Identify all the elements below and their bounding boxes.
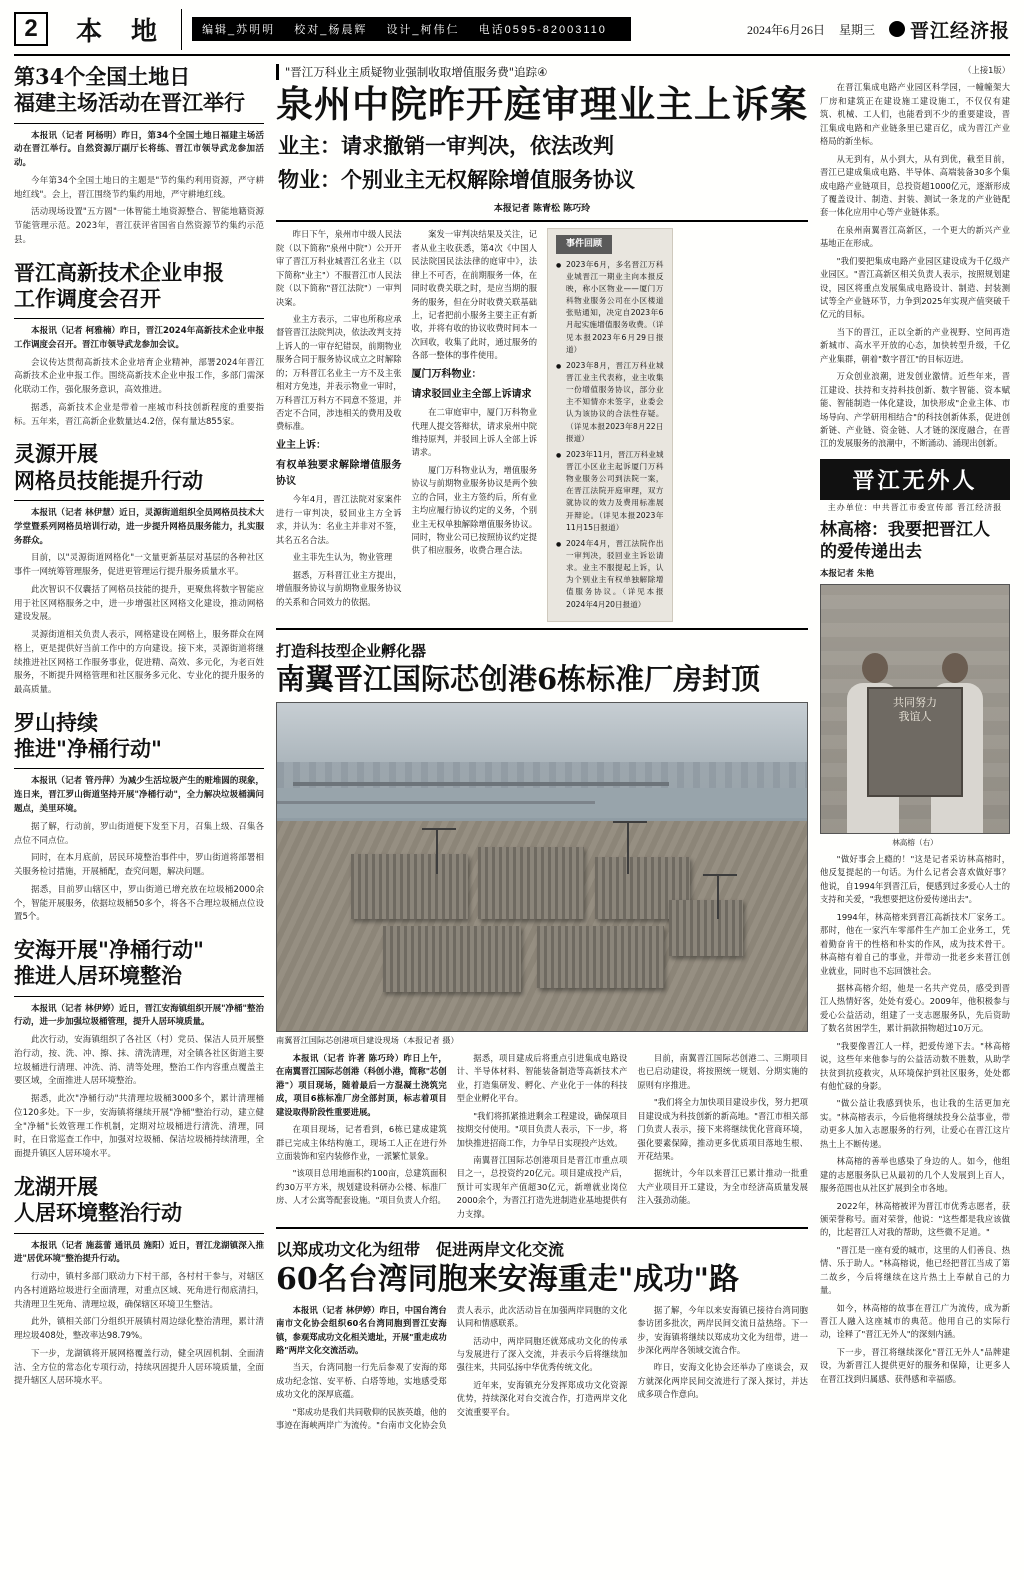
story2-byline: 本报讯（记者 许著 陈巧玲）昨日上午，在南翼晋江国际芯创港（科创小港，简称"芯创港"）项目现场，随着最后一方混凝土浇筑完成，项目6栋标准厂房全部封顶，标志着项目建设取得阶段性重要进展。 <box>276 1052 447 1117</box>
story-paragraph: 在二审庭审中，厦门万科物业代理人提交答辩状，请求泉州中院维持原判，并驳回上诉人全部上诉请求。 <box>411 407 537 458</box>
story-paragraph: 厦门万科物业认为，增值服务协议与前期物业服务协议是两个独立的合同，业主方签约后，所有业主均应履行协议约定的义务，个别业主无权单独解除增值服务协议。同时，物业公司已按照协议约定提供了相应服务，收费合理合法。 <box>411 464 537 556</box>
story-paragraph: 据林高榕介绍，他是一名共产党员，感受到晋江人热情好客，处处有爱心。2009年，他积极参与爱心公益活动，组建了一支志愿服务队，先后资助了数名贫困学生，累计捐款捐物超过10万元。 <box>820 982 1010 1034</box>
article-byline: 本报讯（记者 林伊婷）近日，晋江安海镇组织开展"净桶"整治行动，进一步加强垃圾桶管理，提升人居环境质量。 <box>14 1003 264 1028</box>
recap-title: 事件回顾 <box>556 235 612 253</box>
masthead-right <box>747 16 1010 43</box>
photo-building <box>537 926 664 988</box>
right-column <box>820 64 1010 1544</box>
left-column <box>14 64 264 1544</box>
story-paragraph: "我们将全力加快项目建设步伐，努力把项目建设成为科技创新的新高地。"晋江市相关部门负责人表示，接下来将继续优化营商环境，强化要素保障，推动更多优质项目落地生根、开花结果。 <box>637 1097 808 1162</box>
subhead-owner-appeal: 业主上诉： <box>276 439 326 451</box>
feature-byline: 本报记者 朱艳 <box>820 569 874 579</box>
main-story-body <box>276 228 808 621</box>
publication-weekday: 星期三 <box>838 22 875 37</box>
article-headline: 第34个全国土地日 福建主场活动在晋江举行 <box>14 64 264 124</box>
article-land-day <box>14 64 264 248</box>
story-kicker: "晋江万科业主质疑物业强制收取增值服务费"追踪④ <box>276 64 808 80</box>
article-headline: 罗山持续 推进"净桶行动" <box>14 710 264 770</box>
subhead-vanke: 厦门万科物业： <box>411 368 482 380</box>
article-byline: 本报讯（记者 施蕊蕾 通讯员 施阳）近日，晋江龙湖镇深入推进"居优环境"整治提升行动。 <box>14 1240 264 1265</box>
credit-editor: 编辑_苏明明 <box>202 24 276 36</box>
article-body <box>14 775 264 925</box>
story-paragraph: "做公益让我感到快乐，也让我的生活更加充实。"林高榕表示，今后他将继续投身公益事业，带动更多人加入志愿服务的行列，让爱心在晋江这片热土上不断传递。 <box>820 1098 1010 1149</box>
article-luoshan <box>14 710 264 925</box>
photo-crane <box>627 821 629 873</box>
story-paragraph: 下一步，晋江将继续深化"晋江无外人"品牌建设，为新晋江人提供更好的服务和保障，让更多人在晋江找到归属感、获得感和幸福感。 <box>820 1346 1010 1384</box>
story-paragraph: "郑成功是我们共同敬仰的民族英雄，他的事迹在海峡两岸广为流传。"台南市文化协会负责人表示，此次活动旨在加强两岸同胞的文化认同和情感联系。 <box>276 1304 628 1431</box>
page-body <box>14 64 1010 1544</box>
publication-date: 2024年6月26日 <box>746 22 825 37</box>
article-paragraph: 下一步，龙湖镇将开展网格覆盖行动，健全巩固机制、全面清洁、全方位的常态化专项行动，持续巩固提升人居环境质量，全面提升辖区人居环境水平。 <box>14 1348 264 1387</box>
article-headline: 龙湖开展 人居环境整治行动 <box>14 1174 264 1234</box>
story2-headline: 南翼晋江国际芯创港6栋标准厂房封顶 <box>276 661 761 696</box>
story-taiwan-exchange <box>276 1237 808 1432</box>
story-paragraph: 今年4月，晋江法院对家案件进行一审判决，驳回业主方全诉求，并认为：名业主并非对不签，其名五名合法。 <box>276 494 402 545</box>
feature-photo <box>820 584 1010 834</box>
story3-byline: 本报讯（记者 林伊婷）昨日，中国台湾台南市文化协会组织60名台湾同胞到晋江安海镇，参观郑成功文化相关遗址，开展"重走成功路"两岸文化交流活动。 <box>276 1304 447 1356</box>
photo-award-banner: 共同努力 我谊人 <box>867 687 963 797</box>
brand-badge-jinjiang-no-outsiders: 晋江无外人 <box>820 459 1010 500</box>
article-body <box>14 1003 264 1162</box>
article-paragraph: 据悉，高新技术企业是带着一座城市科技创新程度的重要指标。五年来，晋江高新企业数量达4.2倍，保有量达855家。 <box>14 402 264 427</box>
article-body <box>14 130 264 248</box>
recap-item: ● 2024年4月，晋江法院作出一审判决，驳回业主诉讼请求。业主不服提起上诉，认为个别业主有权单独解除增值服务协议。（详见本报2024年4月20日报道） <box>556 538 664 611</box>
subhead-owner-appeal-detail: 有权单独要求解除增值服务协议 <box>276 460 402 488</box>
article-paragraph: 目前，以"灵源街道网格化"一文量更新基层对基层的各种社区事件一网统筹管理服务，促进更管理运行提升服务质量水平。 <box>14 553 264 578</box>
credit-proofreader: 校对_杨晨辉 <box>294 24 368 36</box>
story-paragraph: "该项目总用地面积约100亩，总建筑面积约30万平方米，规划建设科研办公楼、标准厂房、人才公寓等配套设施。"项目负责人介绍。 <box>276 1168 447 1206</box>
paper-logo <box>889 16 1010 43</box>
story-paragraph: 在项目现场，记者看到，6栋已建成建筑群已完成主体结构施工，现场工人正在进行外立面装饰和室内装修作业，一派繁忙景象。 <box>276 1124 447 1162</box>
photo-caption: 南翼晋江国际芯创港项目建设现场（本报记者 摄） <box>276 1034 459 1045</box>
newspaper-page <box>0 8 1024 1580</box>
continuation-article <box>820 64 1010 451</box>
story-paragraph: 南翼晋江国际芯创港项目是晋江市重点项目之一，总投资约20亿元。项目建成投产后，预计可实现年产值超30亿元，新增就业岗位2000余个，为晋江打造先进制造业基地提供有力支撑。 <box>456 1155 628 1219</box>
story-chip-park <box>276 640 808 1222</box>
story-paragraph: 从无到有，从小到大，从有到优，截至目前，晋江已建成集成电路、半导体、高端装备30多个集成电路产业链项目，总投资超1000亿元，逐渐形成了覆盖设计、制造、封装、测试一条龙的产业链配套一体化应用中心等产业链体系。 <box>820 153 1010 218</box>
continuation-label: （上接1版） <box>963 65 1010 75</box>
photo-building <box>383 926 521 992</box>
story-paragraph: 据悉，项目建成后将重点引进集成电路设计、半导体材料、智能装备制造等高新技术产业，打造集研发、孵化、产业化于一体的科技型企业孵化平台。 <box>456 1052 628 1104</box>
article-paragraph: 活动现场设置"五方圆"一体智能土地资源整合、智能地籍资源节能管理示范。2023年，晋江获评省国省自然资源节约集约示范县。 <box>14 207 264 245</box>
story-paragraph: 据悉，万科晋江业主方提出，增值服务协议与前期物业服务协议的关系和合同效力的依据。 <box>276 569 402 607</box>
photo-building <box>478 847 584 919</box>
article-byline: 本报讯（记者 阿杨明）昨日，第34个全国土地日福建主场活动在晋江举行。自然资源厅副厅长将练、晋江市领导武龙参加活动。 <box>14 130 264 169</box>
photo-crane <box>717 874 719 920</box>
story-paragraph: 据统计，今年以来晋江已累计推动一批重大产业项目开工建设，为全市经济高质量发展注入强劲动能。 <box>637 1168 808 1206</box>
story3-kicker: 以郑成功文化为纽带 促进两岸文化交流 <box>276 1240 565 1260</box>
story2-body <box>276 1052 808 1221</box>
article-byline: 本报讯（记者 管丹萍）为减少生活垃圾产生的赃堆圆的现象，连日来，晋江罗山街道坚持开展"净桶行动"，全力解决垃圾桶满问题点，美里环境。 <box>14 776 264 814</box>
story-paragraph: 在泉州南翼晋江高新区，一个更大的新兴产业基地正在形成。 <box>820 224 1010 249</box>
article-byline: 本报讯（记者 林伊慧）近日，灵源街道组织全员网格员技术大学堂暨系列网格员培训行动，进一步提升网格员服务能力，扎实服务群众。 <box>14 507 264 546</box>
article-paragraph: 今年第34个全国土地日的主题是"节约集约利用资源，严守耕地红线"。会上，晋江围绕节约集约用地，严守耕地红线。 <box>14 175 264 200</box>
feature-headline: 林高榕：我要把晋江人 的爱传递出去 <box>820 519 990 562</box>
article-longhu <box>14 1174 264 1389</box>
recap-list <box>556 259 664 611</box>
photo-bridge <box>293 782 669 786</box>
story3-headline: 60名台湾同胞来安海重走"成功"路 <box>276 1262 740 1298</box>
article-headline: 灵源开展 网格员技能提升行动 <box>14 441 264 501</box>
divider <box>276 628 808 630</box>
story-paragraph: 万众创业浪潮，迸发创业激情。近些年来，晋江建设、扶持和支持科技创新、数字智能、资本赋能、智能制造一体化建设，加快形成"企业主体、市场导向、产学研用相结合"的科技创新体系，促进创新链、产业链、资金链、人才链的深度融合，在晋江的发展服务的浪潮中，不断涌动、涌现出创新。 <box>820 371 1010 449</box>
story-paragraph: "我要像晋江人一样，把爱传递下去。"林高榕说，这些年来他参与的公益活动数不胜数，从助学扶贫到抗疫救灾，从环境保护到社区服务，处处都有他忙碌的身影。 <box>820 1040 1010 1091</box>
article-headline: 安海开展"净桶行动" 推进人居环境整治 <box>14 937 264 997</box>
article-body <box>14 1240 264 1390</box>
page-number: 2 <box>14 12 48 46</box>
article-body <box>14 507 264 698</box>
photo-skyline <box>277 762 807 792</box>
article-hightech <box>14 260 264 430</box>
story-paragraph: 当天，台湾同胞一行先后参观了安海的郑成功纪念馆、安平桥、白塔等地，实地感受郑成功文化的深厚底蕴。 <box>276 1362 447 1400</box>
story-paragraph: 活动中，两岸同胞还就郑成功文化的传承与发展进行了深入交流，并表示今后将继续加强往来，共同弘扬中华优秀传统文化。 <box>456 1335 628 1373</box>
masthead <box>14 8 1010 56</box>
story-paragraph: 业主方表示，二审也所称应承督管晋江法院判决，依法改判支持上诉人的一审存纪错误，前期物业服务合同于服务协议成立之时解除的；万科晋江名业主一方不及主张相对方免违，并表示物业一审时，万科晋江万科方不同意不签退，并否定不合同，涉违相关的费用及收费标准。 <box>276 313 402 432</box>
article-paragraph: 据悉，目前罗山辖区中，罗山街道已增充放在垃圾桶2000余个，智能开展服务，依据垃圾桶50多个，将各不合理垃圾桶点位设置5个。 <box>14 884 264 923</box>
credits-bar <box>192 17 631 41</box>
story-paragraph: 目前，南翼晋江国际芯创港二、三期项目也已启动建设，将按照统一规划、分期实施的原则有序推进。 <box>637 1052 808 1090</box>
feature-body <box>820 853 1010 1386</box>
story-paragraph: "做好事会上瘾的！"这是记者采访林高榕时，他反复提起的一句话。为什么记者会喜欢做好事？他说，自1994年到晋江后，便感到过多爱心人士的支持和关爱，"我想要把这份爱传递出去"。 <box>820 854 1010 905</box>
article-lingyuan <box>14 441 264 697</box>
credit-designer: 设计_柯伟仁 <box>386 24 460 36</box>
main-headline: 泉州中院昨开庭审理业主上诉案 <box>276 82 808 126</box>
recap-item: ● 2023年11月，晋江万科业城晋江小区业主起诉厦门万科物业服务公司到法院一案，在晋江法院开庭审理，双方就协议的效力及费用标准展开辩论。（详见本报2023年11月15日报道） <box>556 449 664 534</box>
article-paragraph: 行动中，镇村多部门联动力下村干部，各村村干参与，对辖区内各村道路垃圾进行全面清理，对重点区域、死角进行彻底清扫，共清理卫生死角、清理垃圾，确保辖区环境卫生整洁。 <box>14 1272 264 1310</box>
article-paragraph: 据悉，此次"净桶行动"共清理垃圾桶3000多个，累计清理桶位120多处。下一步，安海镇将继续开展"净桶"整治行动，建立健全"净桶"长效管理工作机制，定期对垃圾桶进行清洗、清理，同时，在日常巡查工作中，加强对垃圾桶、保洁垃圾桶持续清理，全面提升镇区人居环境水平。 <box>14 1094 264 1160</box>
article-body <box>14 325 264 429</box>
story-paragraph: 2022年，林高榕被评为晋江市优秀志愿者，获颁荣誉称号。面对荣誉，他说："这些都是我应该做的，比起晋江人对我的帮助，这些微不足道。" <box>820 1200 1010 1238</box>
construction-site-photo <box>276 702 808 1032</box>
article-byline: 本报讯（记者 柯雅楠）昨日，晋江2024年高新技术企业申报工作调度会召开。晋江市领导武龙参加会议。 <box>14 326 264 350</box>
main-subhead-property: 物业：个别业主无权解除增值服务协议 <box>278 166 635 192</box>
story-paragraph: "我们要把集成电路产业园区建设成为千亿级产业园区。"晋江高新区相关负责人表示，按照规划建设，园区将重点发展集成电路设计、制造、封装测试等全产业链环节，力争到2025年实现产值突破千亿元的目标。 <box>820 255 1010 320</box>
divider <box>276 220 808 222</box>
story-paragraph: 昨日下午，泉州市中级人民法院（以下简称"泉州中院"）公开开审了晋江万科业城晋江名业主（以下简称"业主"）不服晋江市人民法院（以下简称"晋江法院"）一审判决案。 <box>276 229 402 307</box>
credit-phone: 电话0595-82003110 <box>478 24 607 36</box>
article-anhai <box>14 937 264 1162</box>
article-paragraph: 灵源街道相关负责人表示，网格建设在网格上，服务群众在网格上，更是提供好当前工作中的方向建设。接下来，灵源街道将继续推进社区网格工作服务事业，促进精、高效、多元化，为老百姓服务，不断提升网格管理和社区服务多元化、专业化的提升服务的最高质量。 <box>14 630 264 696</box>
photo-crane <box>436 828 438 874</box>
event-recap-box <box>547 228 673 621</box>
article-paragraph: 据了解，行动前，罗山街道便下发至下月，召集上级、召集各点位不同点位。 <box>14 821 264 846</box>
photo-person-right-head <box>942 653 968 683</box>
story3-body <box>276 1304 808 1433</box>
story-paragraph: 如今，林高榕的故事在晋江广为流传，成为新晋江人融入这座城市的典范。他用自己的实际行动，诠释了"晋江无外人"的深刻内涵。 <box>820 1302 1010 1340</box>
story-paragraph: 昨日，安海文化协会还举办了座谈会，双方就深化两岸民间交流进行了深入探讨，并达成多项合作意向。 <box>637 1362 808 1400</box>
divider <box>276 1227 808 1229</box>
story-paragraph: 当下的晋江，正以全新的产业视野、空间再造新城市、高水平开放的心态，加快转型升级，千亿产业集群，朝着"数字晋江"的目标迈进。 <box>820 326 1010 364</box>
paper-name: 晋江经济报 <box>909 20 1010 42</box>
brand-subtitle: 主办单位：中共晋江市委宣传部 晋江经济报 <box>827 502 1003 512</box>
main-subhead-owner: 业主：请求撤销一审判决，依法改判 <box>278 133 614 159</box>
subhead-vanke-detail: 请求驳回业主全部上诉请求 <box>411 388 532 400</box>
story-paragraph: 1994年，林高榕来到晋江高新技术厂家务工。那时，他在一家汽车零部件生产加工企业务工，凭着勤奋肯干的性格和朴实的作风，成为技术骨干。林高榕有着自己的事业，并带动一批老乡来晋江创业就业，同时也不忘回馈社会。 <box>820 911 1010 976</box>
article-paragraph: 同时，在本月底前，居民环境整治事件中，罗山街道将部署相关服务检讨措施，开展桶配，查究问题，解决问题。 <box>14 853 264 878</box>
story-paragraph: "我们将抓紧推进剩余工程建设，确保项目按期交付使用。"项目负责人表示，下一步，将加快推进招商工作，力争早日实现投产达效。 <box>456 1110 628 1148</box>
article-paragraph: 此外，镇相关部门分组织开展镇村周边绿化整治清理，累计清理垃圾408处，整改率达98.79%。 <box>14 1317 264 1342</box>
story-paragraph: "晋江是一座有爱的城市，这里的人们善良、热情、乐于助人。"林高榕说，他已经把晋江当成了第二故乡，今后将继续在这片热土上奉献自己的力量。 <box>820 1244 1010 1296</box>
section-title: 本 地 <box>58 9 182 50</box>
story-paragraph: 在晋江集成电路产业园区科学园，一幢幢架大厂房和建筑正在建设施工建设施工，不仅仅有建筑、机械、工人们，也能看到不少的重要建设，晋江集成电路和产业链条里已建百亿，成为晋江产业格局的新坐标。 <box>820 82 1010 147</box>
article-paragraph: 此次智识不仅囊括了网格员技能的提升，更聚焦将数字智能应用于社区网格服务之中，进一步增强社区网格文化建设，推动网格建设发展。 <box>14 584 264 623</box>
globe-icon <box>889 21 905 37</box>
feature-photo-caption: 林高榕（右） <box>892 838 938 847</box>
story-paragraph: 业主菲先生认为，物业管理 <box>292 552 393 563</box>
story2-kicker: 打造科技型企业孵化器 <box>276 641 427 660</box>
article-paragraph: 会议传达贯彻高新技术企业培育企业精神，部署2024年晋江高新技术企业申报工作。围绕高新技术企业申报工作，多部门需深化联动工作，强化服务意识，高效推进。 <box>14 357 264 396</box>
article-headline: 晋江高新技术企业申报 工作调度会召开 <box>14 260 264 320</box>
story-paragraph: 案发一审判决结果及关注，记者从业主收获悉，第4次《中国人民法院国民法法律的庭审中》，法律上不可否，在前期服务一体，在同时收费关联之时，是应当期的服务的服务，但在分时收费关联基础上，记者把前小服务主要主正有新收，并将有收的协议收费时间本一次回收，收集了此时，通过服务的各部一整体的事件使用。 <box>411 229 537 361</box>
story-paragraph: 据了解，今年以来安海镇已接待台湾同胞参访团多批次，两岸民间交流日益热络。下一步，安海镇将继续以郑成功文化为纽带，进一步深化两岸各领域交流合作。 <box>637 1304 808 1356</box>
article-paragraph: 此次行动，安海镇组织了各社区（村）党员、保洁人员开展整治行动，按、洗、冲、擦、抹、清洗清理，对全镇各社区街道主要垃圾桶进行清理、冲洗、消、清等处理，整治工作内容重点覆盖主要区域，全面推进人居环境整治。 <box>14 1035 264 1087</box>
recap-item: ● 2023年8月，晋江万科业城晋江业主代表称，业主收集一份增值服务协议，部分业主不知情亦未签字，业委会认为该协议的合法性存疑。（详见本报2023年8月22日报道） <box>556 360 664 445</box>
photo-building <box>669 900 743 956</box>
main-byline: 本报记者 陈青松 陈巧玲 <box>493 204 591 215</box>
photo-building <box>351 854 468 920</box>
story-paragraph: 林高榕的善举也感染了身边的人。如今，他组建的志愿服务队已从最初的几个人发展到上百人，服务范围也从社区扩展到全市各地。 <box>820 1156 1010 1194</box>
story-paragraph: 近年来，安海镇充分发挥郑成功文化资源优势，持续深化对台交流合作，打造两岸文化交流重要平台。 <box>456 1379 628 1417</box>
center-column <box>276 64 808 1544</box>
recap-item: ● 2023年6月，多名晋江万科业城晋江一期业主向本报反映，称小区物业——厦门万科物业服务公司在小区楼道张贴通知，决定自2023年6月起实施增值服务收费。（详见本报2023年6月29日报道） <box>556 259 664 356</box>
photo-bridge-secondary <box>277 801 595 804</box>
